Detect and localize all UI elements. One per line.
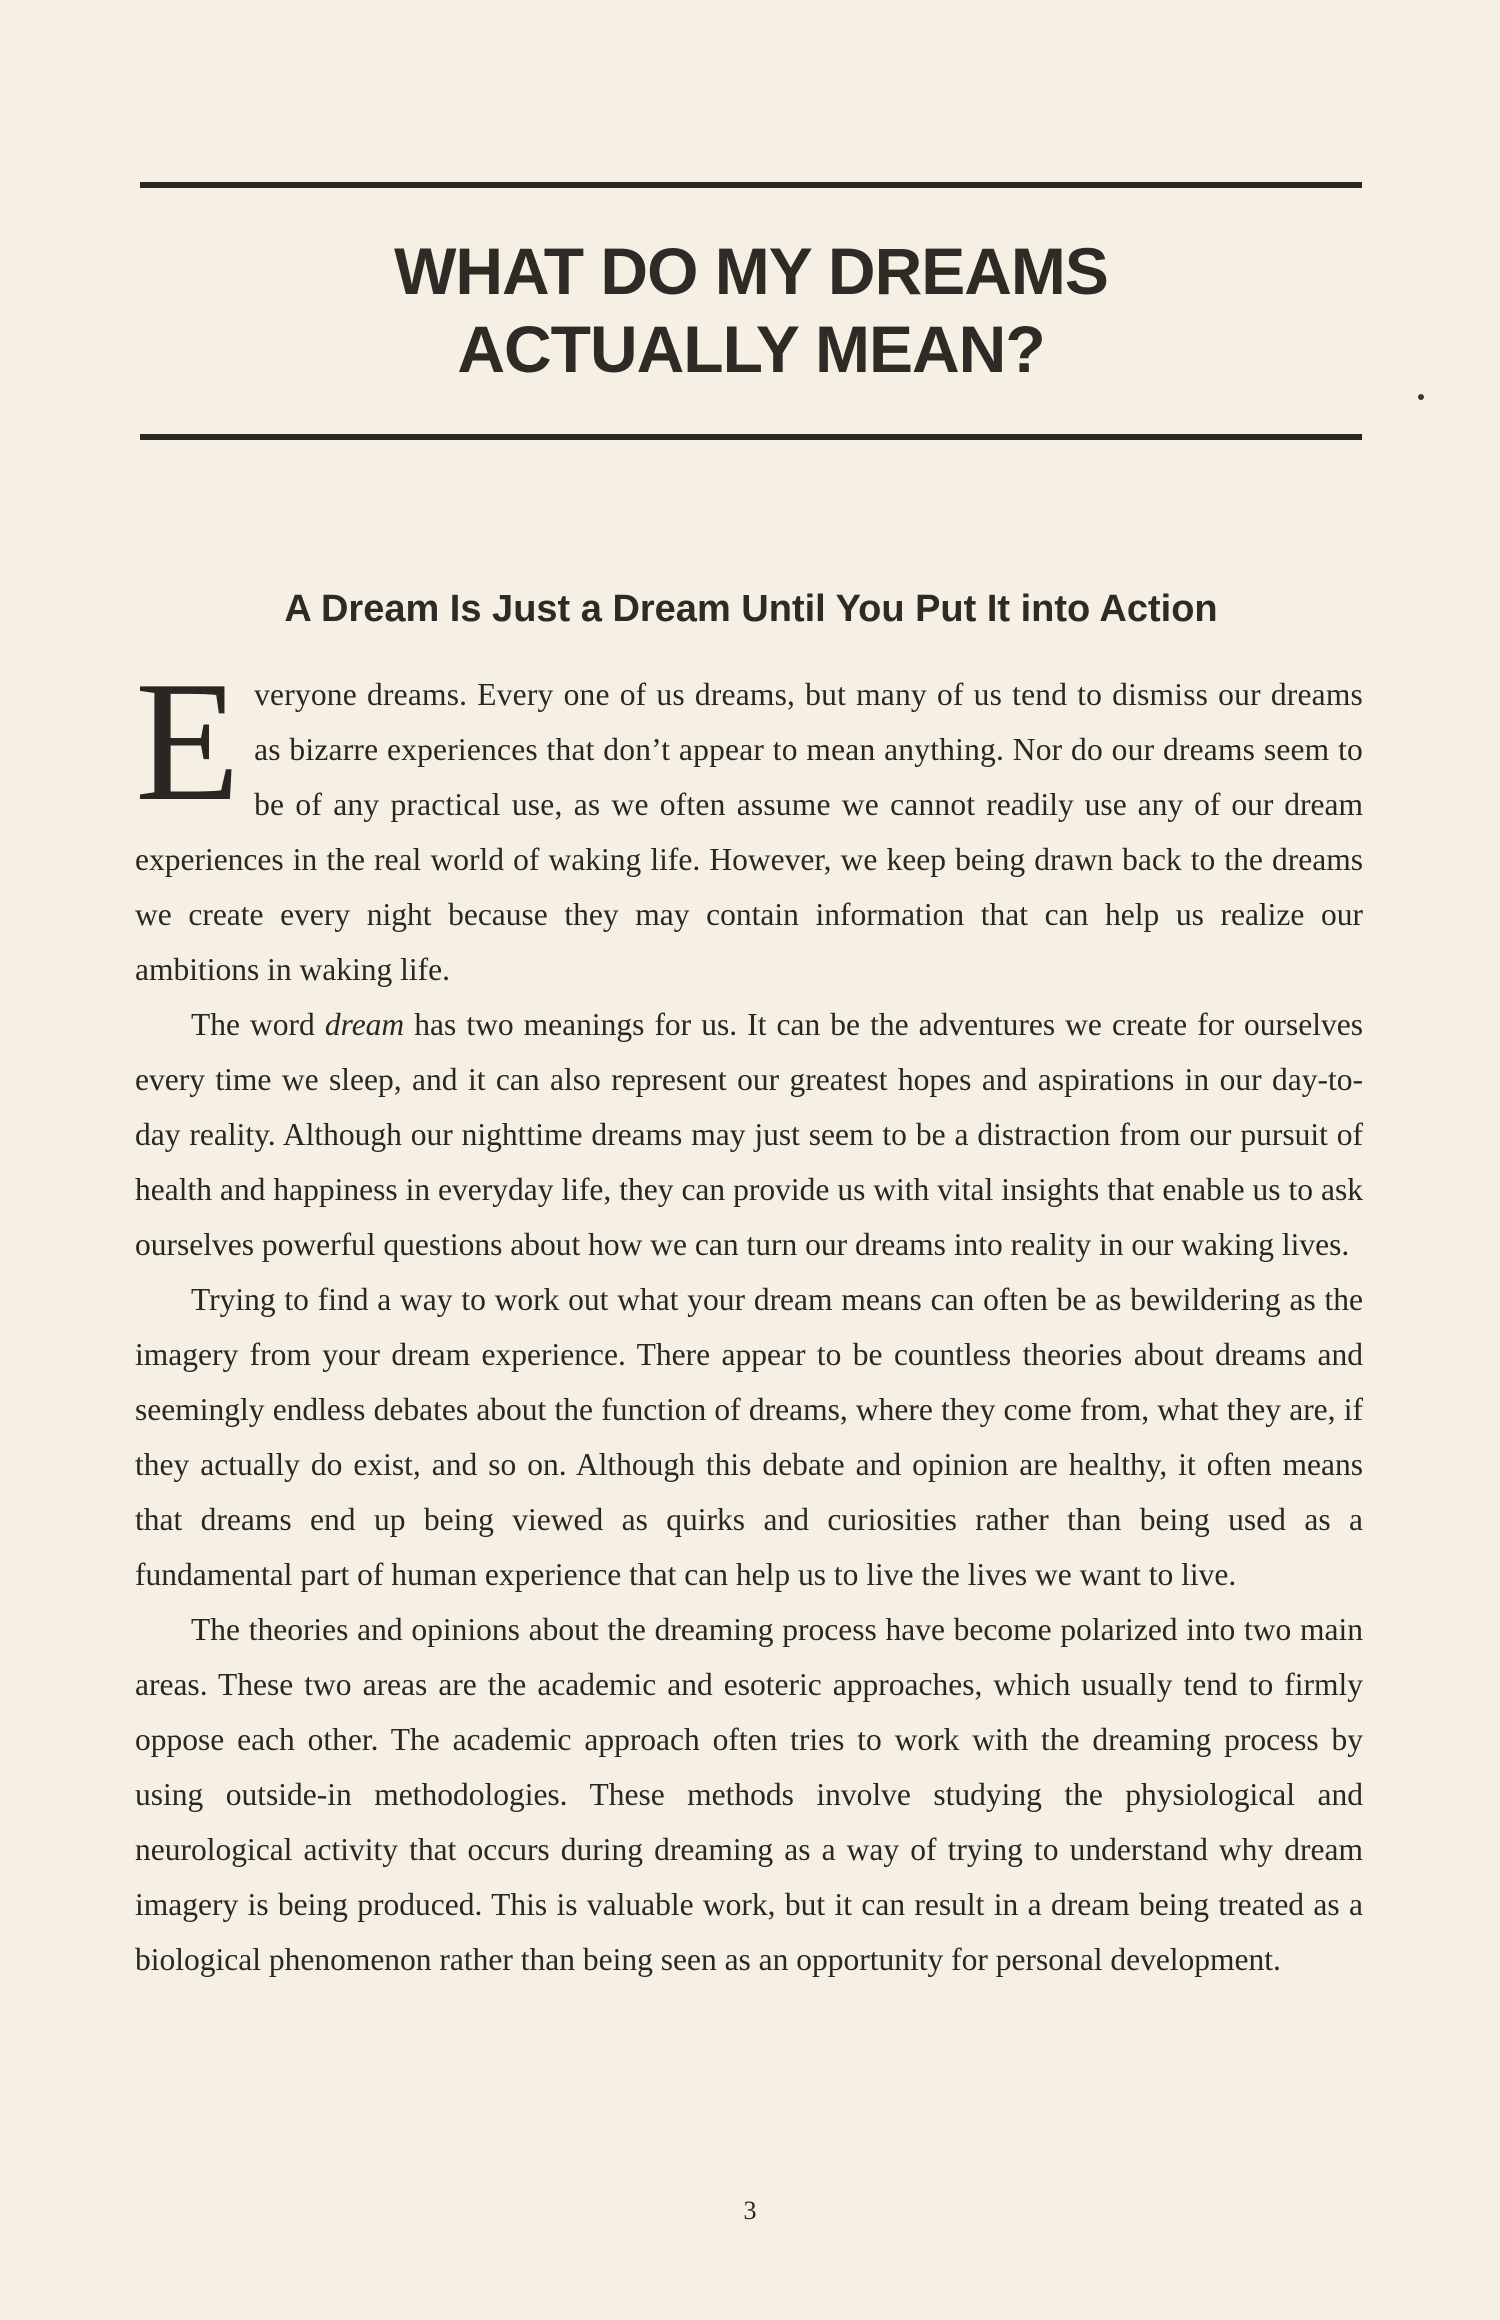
paragraph-4: The theories and opinions about the dreaming process have become polarized into two main areas. These two areas are the academic and esoteric approaches, which usually tend to firmly oppose each other. The academic approach often tries to work with the dreaming process by using outside-in methodologies. These methods involve studying the physiological and neurological activity that occurs during dreaming as a way of trying to understand why dream imagery is being produced. This is valuable work, but it can result in a dream being treated as a biological phenomenon rather than being seen as an opportunity for personal development. [135, 1612, 1363, 1977]
section-heading: A Dream Is Just a Dream Until You Put It into Action [284, 588, 1218, 630]
page-number: 3 [743, 2196, 757, 2225]
paragraph-2-after: has two meanings for us. It can be the adventures we create for ourselves every time we sleep, and it can also represent our greatest hopes and aspirations in our day-to-day reality. Although our nighttime dreams may just seem to be a distraction from our pursuit of health and happiness in everyday life, they can provide us with vital insights that enable us to ask ourselves powerful questions about how we can turn our dreams into reality in our waking lives. [135, 1007, 1363, 1262]
paragraph-2 [135, 997, 1363, 1272]
paragraph-1 [135, 647, 1363, 997]
paragraph-2-italic-word: dream [324, 1007, 405, 1042]
paragraph-2-before: The word [191, 1007, 325, 1042]
title-top-rule [140, 182, 1362, 188]
paragraph-3: Trying to find a way to work out what your dream means can often be as bewildering as the imagery from your dream experience. There appear to be countless theories about dreams and seemingly endless debates about the function of dreams, where they come from, what they are, if they actually do exist, and so on. Although this debate and opinion are healthy, it often means that dreams end up being viewed as quirks and curiosities rather than being used as a fundamental part of human experience that can help us to live the lives we want to live. [135, 1282, 1363, 1592]
drop-cap: E [135, 647, 241, 837]
body-text [135, 647, 1363, 1987]
chapter-title [140, 232, 1362, 388]
paragraph-1-lead: veryone dreams. Every one of us dreams, but many of us tend to dismiss our dreams as bizarre experiences that don’t appear to mean anything. Nor do our dreams seem to be of any practical use, as we often assume we cannot [254, 677, 1363, 822]
chapter-title-line-2: ACTUALLY MEAN? [457, 312, 1045, 386]
chapter-title-line-1: WHAT DO MY DREAMS [394, 234, 1108, 308]
title-bottom-rule [140, 434, 1362, 440]
paragraph-1-rest: readily use any of our dream experiences in the real world of waking life. However, we keep being drawn back to the dreams we create every night because they may contain information that can help us realize our ambitions in waking life. [135, 787, 1363, 987]
print-speck [1418, 394, 1424, 400]
